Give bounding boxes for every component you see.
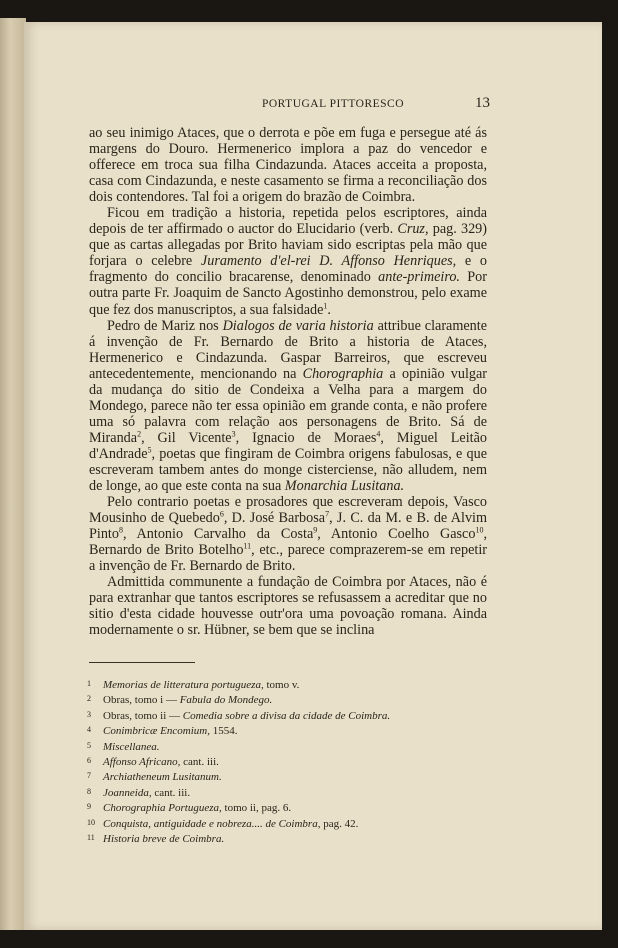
footnote-number: 4 (87, 725, 91, 735)
footnote-marker: 2 (137, 429, 142, 439)
footnote (87, 708, 487, 723)
italic-text: Monarchia Lusitana. (284, 478, 405, 495)
text-run: ao seu inimigo Ataces, que o derrota e põe em fuga e persegue até ás margens do Douro. Hermenerico implora a paz do vencedor e offerece em troca sua filha Cindazunda. Ataces acceita a proposta, casa com Cindazunda, e neste casamento se firma a reconciliação dos dois contendores. Tal foi a origem do brazão de Coimbra. (89, 125, 487, 206)
footnote-marker: 6 (219, 509, 224, 519)
text-run: pag. 42. (320, 817, 359, 830)
text-run: Ficou em tradição a historia, repetida pelos escriptores, ainda depois de ter affirmado o auctor do Elucidario (verb. (89, 205, 487, 238)
text-run: , Ignacio de Moraes (235, 429, 377, 446)
text-run: cant. iii. (180, 756, 219, 769)
page-header (24, 95, 602, 118)
text-run: , Antonio Carvalho da Costa (122, 526, 314, 543)
footnote-marker: 11 (243, 541, 252, 551)
footnote (87, 769, 487, 784)
italic-text: Fabula do Mondego. (179, 694, 273, 707)
text-run: , poetas que fingiram de Coimbra origens fabulosas, e que escreveram tambem antes do monge cisterciense, não alludem, nem de longe, ao que este conta na sua (89, 445, 487, 495)
footnote-number: 2 (87, 694, 91, 704)
body-text (89, 125, 487, 639)
footnote-marker: 9 (313, 525, 318, 535)
footnote-number: 11 (87, 833, 95, 843)
italic-text: Memorias de litteratura portugueza, (103, 679, 264, 691)
text-run: , Antonio Coelho Gasco (317, 526, 476, 543)
text-run: tomo ii, pag. 6. (221, 802, 292, 815)
footnote (87, 739, 487, 754)
footnote-marker: 7 (325, 509, 330, 519)
text-run: a opinião vulgar da mudança do sitio de Condeixa a Velha para a margem do Mondego, parece não ter essa opinião em grande conta, e não profere uma só palavra com relação aos personagens de Brito. Sá de Miranda (89, 365, 487, 446)
footnote-number: 7 (87, 771, 91, 781)
running-title: PORTUGAL PITTORESCO (261, 98, 405, 110)
footnotes (87, 677, 487, 846)
italic-text: Miscellanea. (103, 740, 160, 753)
text-run: attribue claramente á invenção de Fr. Bernardo de Brito a historia de Ataces, Hermenerico e Cindazunda. Gaspar Barreiros, que escreveu antecedentemente, mencionando na (89, 317, 488, 382)
footnote-number: 5 (87, 740, 91, 750)
italic-text: Dialogos de varia historia (222, 317, 374, 334)
text-run: tomo v. (263, 679, 300, 691)
text-run: Admittida communente a fundação de Coimbra por Ataces, não é para extranhar que tantos escriptores se refusassem a acreditar que no sitio d'esta cidade houvesse outr'ora uma povoação romana. Ainda modernamente o sr. Hübner, se bem que se inclina (89, 574, 487, 639)
footnote-marker: 1 (323, 300, 328, 310)
text-run: , Gil Vicente (141, 429, 232, 446)
footnote-marker: 4 (376, 429, 381, 439)
italic-text: Cruz, (397, 221, 429, 238)
paragraph (89, 125, 487, 205)
text-run: , Miguel Leitão d'Andrade (89, 429, 487, 462)
italic-text: Chorographia Portugueza, (103, 802, 222, 815)
footnote (87, 816, 487, 831)
text-run: 1554. (209, 725, 238, 738)
footnote (87, 831, 487, 846)
footnote-number: 8 (87, 786, 91, 796)
text-run: Pedro de Mariz nos (107, 317, 223, 334)
italic-text: Archiatheneum Lusitanum. (103, 771, 222, 784)
paragraph (89, 205, 487, 317)
text-run: , D. José Barbosa (223, 510, 326, 527)
text-run: pag. 329) que as cartas allegadas por Brito haviam sido escriptas pela mão que forjara o celebre (89, 221, 487, 270)
text-run: Obras, tomo ii — (103, 709, 183, 722)
italic-text: Juramento d'el-rei D. Affonso Henriques, (200, 253, 457, 270)
footnote (87, 692, 487, 707)
italic-text: Comedia sobre a divisa da cidade de Coimbra. (182, 709, 391, 722)
italic-text: Chorographia (302, 365, 384, 382)
footnote (87, 754, 487, 769)
text-run: e o fragmento do concilio bracarense, denominado (89, 253, 487, 286)
text-run: , Bernardo de Brito Botelho (89, 526, 487, 559)
footnote-marker: 10 (475, 525, 484, 535)
text-run: . (327, 301, 331, 318)
text-run: Obras, tomo i — (103, 694, 180, 707)
footnote-marker: 8 (118, 525, 123, 535)
footnote-number: 9 (87, 802, 91, 812)
footnote-marker: 3 (231, 429, 236, 439)
paragraph (89, 574, 487, 638)
footnote (87, 800, 487, 815)
italic-text: Joanneida, (103, 786, 152, 799)
book-page (24, 22, 602, 930)
footnote-separator (89, 662, 195, 663)
paragraph (89, 494, 487, 574)
text-run: Por outra parte Fr. Joaquim de Sancto Agostinho demonstrou, pelo exame que fez dos manuscriptos, a sua falsidade (89, 269, 488, 318)
text-run: , J. C. da M. e B. de Alvim Pinto (89, 510, 488, 543)
footnote-number: 3 (87, 709, 91, 719)
italic-text: Historia breve de Coimbra. (103, 833, 225, 846)
italic-text: ante-primeiro. (378, 269, 460, 286)
footnote-marker: 5 (147, 445, 152, 455)
footnote (87, 785, 487, 800)
italic-text: Conquista, antiguidade e nobreza.... de Coimbra, (103, 817, 321, 830)
text-run: Pelo contrario poetas e prosadores que escreveram depois, Vasco Mousinho de Quebedo (89, 494, 487, 527)
book-spine-edge (0, 18, 26, 930)
text-run: , etc., parece comprazerem-se em repetir a invenção de Fr. Bernardo de Brito. (89, 542, 487, 575)
footnote (87, 677, 487, 692)
footnote-number: 6 (87, 756, 91, 766)
italic-text: Affonso Africano, (103, 756, 181, 769)
footnote-number: 10 (87, 817, 95, 827)
footnote (87, 723, 487, 738)
paragraph (89, 318, 487, 495)
text-run: cant. iii. (151, 786, 191, 799)
footnote-number: 1 (87, 679, 91, 688)
page-number: 13 (475, 95, 490, 111)
italic-text: Conimbricæ Encomium, (103, 725, 210, 738)
